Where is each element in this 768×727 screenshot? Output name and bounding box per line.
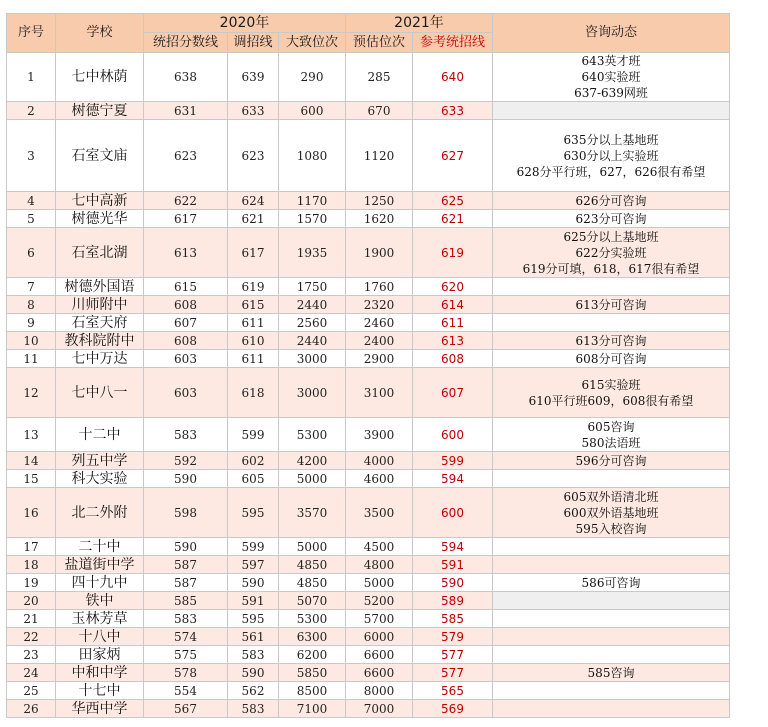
consult-cell	[493, 452, 730, 470]
ref-line-cell: 613	[413, 332, 493, 350]
consult-cell	[493, 192, 730, 210]
ref-line-cell: 621	[413, 210, 493, 228]
rank-2020-cell: 600	[279, 102, 346, 120]
consult-note: 625分以上基地班	[563, 229, 659, 244]
table-row	[7, 628, 730, 646]
adjust-line-cell: 590	[228, 664, 279, 682]
school-cell: 田家炳	[56, 646, 144, 664]
ref-line-cell: 619	[413, 228, 493, 278]
seq-cell: 19	[7, 574, 56, 592]
consult-note: 586可咨询	[581, 575, 641, 590]
school-cell: 川师附中	[56, 296, 144, 314]
school-cell: 十二中	[56, 418, 144, 452]
adjust-line-cell: 562	[228, 682, 279, 700]
consult-note: 640实验班	[581, 70, 641, 84]
score-2020-cell: 603	[144, 368, 228, 418]
est-rank-cell: 2460	[346, 314, 413, 332]
adjust-line-cell: 639	[228, 53, 279, 102]
table-row	[7, 592, 730, 610]
score-2020-cell: 554	[144, 682, 228, 700]
score-2020-cell: 590	[144, 538, 228, 556]
school-cell: 石室天府	[56, 314, 144, 332]
consult-note: 626分可咨询	[575, 193, 647, 208]
header-rank-2020: 大致位次	[279, 33, 346, 53]
consult-cell	[493, 628, 730, 646]
ref-line-cell: 569	[413, 700, 493, 718]
ref-line-cell: 627	[413, 120, 493, 192]
seq-cell: 21	[7, 610, 56, 628]
header-consult: 咨询动态	[493, 14, 730, 53]
school-cell: 四十九中	[56, 574, 144, 592]
score-2020-cell: 608	[144, 296, 228, 314]
ref-line-cell: 565	[413, 682, 493, 700]
est-rank-cell: 6000	[346, 628, 413, 646]
adjust-line-cell: 561	[228, 628, 279, 646]
consult-note: 619分可填，618，617很有希望	[522, 261, 700, 276]
table-row	[7, 332, 730, 350]
score-2020-cell: 631	[144, 102, 228, 120]
adjust-line-cell: 583	[228, 646, 279, 664]
school-cell: 玉林芳草	[56, 610, 144, 628]
consult-cell	[493, 682, 730, 700]
consult-note: 605咨询	[587, 419, 635, 434]
table-row	[7, 682, 730, 700]
est-rank-cell: 3100	[346, 368, 413, 418]
table-row	[7, 646, 730, 664]
est-rank-cell: 1620	[346, 210, 413, 228]
score-2020-cell: 598	[144, 488, 228, 538]
seq-cell: 4	[7, 192, 56, 210]
adjust-line-cell: 595	[228, 610, 279, 628]
table-row	[7, 574, 730, 592]
table-row	[7, 53, 730, 102]
consult-cell	[493, 332, 730, 350]
seq-cell: 10	[7, 332, 56, 350]
school-cell: 教科院附中	[56, 332, 144, 350]
header-school: 学校	[56, 14, 144, 53]
rank-2020-cell: 5000	[279, 470, 346, 488]
ref-line-cell: 590	[413, 574, 493, 592]
score-2020-cell: 583	[144, 610, 228, 628]
est-rank-cell: 4500	[346, 538, 413, 556]
consult-cell	[493, 646, 730, 664]
school-cell: 石室北湖	[56, 228, 144, 278]
score-2020-cell: 567	[144, 700, 228, 718]
table-row	[7, 296, 730, 314]
consult-cell	[493, 418, 730, 452]
score-2020-cell: 587	[144, 574, 228, 592]
table-row	[7, 350, 730, 368]
table-row	[7, 556, 730, 574]
seq-cell: 17	[7, 538, 56, 556]
table-row	[7, 102, 730, 120]
est-rank-cell: 2400	[346, 332, 413, 350]
seq-cell: 7	[7, 278, 56, 296]
score-2020-cell: 623	[144, 120, 228, 192]
adjust-line-cell: 611	[228, 314, 279, 332]
rank-2020-cell: 5300	[279, 418, 346, 452]
consult-cell	[493, 228, 730, 278]
ref-line-cell: 589	[413, 592, 493, 610]
est-rank-cell: 4000	[346, 452, 413, 470]
consult-cell	[493, 350, 730, 368]
school-cell: 列五中学	[56, 452, 144, 470]
consult-note: 628分平行班，627，626很有希望	[516, 164, 706, 179]
consult-cell	[493, 538, 730, 556]
ref-line-cell: 585	[413, 610, 493, 628]
score-2020-cell: 583	[144, 418, 228, 452]
adjust-line-cell: 597	[228, 556, 279, 574]
est-rank-cell: 2900	[346, 350, 413, 368]
consult-note: 585咨询	[587, 665, 635, 680]
est-rank-cell: 5000	[346, 574, 413, 592]
school-cell: 十八中	[56, 628, 144, 646]
consult-cell	[493, 610, 730, 628]
rank-2020-cell: 4200	[279, 452, 346, 470]
rank-2020-cell: 4850	[279, 574, 346, 592]
consult-note: 622分实验班	[575, 245, 647, 260]
score-2020-cell: 575	[144, 646, 228, 664]
ref-line-cell: 625	[413, 192, 493, 210]
rank-2020-cell: 5300	[279, 610, 346, 628]
table-row	[7, 538, 730, 556]
school-cell: 树德宁夏	[56, 102, 144, 120]
seq-cell: 15	[7, 470, 56, 488]
table-row	[7, 452, 730, 470]
seq-cell: 14	[7, 452, 56, 470]
consult-cell	[493, 664, 730, 682]
adjust-line-cell: 610	[228, 332, 279, 350]
ref-line-cell: 607	[413, 368, 493, 418]
table-row	[7, 610, 730, 628]
school-cell: 七中林荫	[56, 53, 144, 102]
adjust-line-cell: 617	[228, 228, 279, 278]
school-cell: 北二外附	[56, 488, 144, 538]
rank-2020-cell: 1080	[279, 120, 346, 192]
est-rank-cell: 6600	[346, 664, 413, 682]
ref-line-cell: 577	[413, 646, 493, 664]
rank-2020-cell: 2440	[279, 332, 346, 350]
rank-2020-cell: 1935	[279, 228, 346, 278]
est-rank-cell: 1250	[346, 192, 413, 210]
est-rank-cell: 3500	[346, 488, 413, 538]
rank-2020-cell: 3000	[279, 368, 346, 418]
rank-2020-cell: 4850	[279, 556, 346, 574]
consult-note: 605双外语清北班	[563, 489, 659, 504]
table-body	[7, 53, 730, 718]
seq-cell: 5	[7, 210, 56, 228]
school-cell: 科大实验	[56, 470, 144, 488]
consult-cell	[493, 488, 730, 538]
rank-2020-cell: 3570	[279, 488, 346, 538]
header-year-2020: 2020年	[144, 14, 346, 33]
school-cell: 树德外国语	[56, 278, 144, 296]
est-rank-cell: 6600	[346, 646, 413, 664]
table-row	[7, 418, 730, 452]
ref-line-cell: 594	[413, 538, 493, 556]
rank-2020-cell: 2560	[279, 314, 346, 332]
consult-note: 615实验班	[581, 377, 641, 392]
consult-cell	[493, 278, 730, 296]
consult-cell	[493, 592, 730, 610]
ref-line-cell: 600	[413, 418, 493, 452]
seq-cell: 6	[7, 228, 56, 278]
consult-note: 637-639网班	[574, 86, 648, 100]
est-rank-cell: 4600	[346, 470, 413, 488]
consult-cell	[493, 210, 730, 228]
consult-note: 580法语班	[581, 435, 641, 450]
header-seq: 序号	[7, 14, 56, 53]
school-cell: 盐道街中学	[56, 556, 144, 574]
rank-2020-cell: 5070	[279, 592, 346, 610]
school-cell: 石室文庙	[56, 120, 144, 192]
consult-cell	[493, 102, 730, 120]
score-2020-cell: 638	[144, 53, 228, 102]
score-2020-cell: 608	[144, 332, 228, 350]
school-cell: 二十中	[56, 538, 144, 556]
consult-note: 600双外语基地班	[563, 505, 659, 520]
adjust-line-cell: 595	[228, 488, 279, 538]
school-cell: 七中高新	[56, 192, 144, 210]
score-2020-cell: 607	[144, 314, 228, 332]
ref-line-cell: 577	[413, 664, 493, 682]
table-row	[7, 228, 730, 278]
consult-note: 613分可咨询	[575, 333, 647, 348]
rank-2020-cell: 290	[279, 53, 346, 102]
consult-note: 635分以上基地班	[563, 132, 659, 147]
rank-2020-cell: 6200	[279, 646, 346, 664]
consult-note: 596分可咨询	[575, 453, 647, 468]
adjust-line-cell: 602	[228, 452, 279, 470]
score-2020-cell: 587	[144, 556, 228, 574]
rank-2020-cell: 2440	[279, 296, 346, 314]
consult-note: 630分以上实验班	[563, 148, 659, 163]
school-cell: 七中万达	[56, 350, 144, 368]
table-row	[7, 314, 730, 332]
header-score-2020: 统招分数线	[144, 33, 228, 53]
seq-cell: 12	[7, 368, 56, 418]
school-cell: 树德光华	[56, 210, 144, 228]
est-rank-cell: 1120	[346, 120, 413, 192]
table-row	[7, 488, 730, 538]
table-row	[7, 700, 730, 718]
est-rank-cell: 7000	[346, 700, 413, 718]
est-rank-cell: 670	[346, 102, 413, 120]
table-row	[7, 470, 730, 488]
school-cell: 七中八一	[56, 368, 144, 418]
seq-cell: 9	[7, 314, 56, 332]
rank-2020-cell: 7100	[279, 700, 346, 718]
rank-2020-cell: 3000	[279, 350, 346, 368]
table-row	[7, 210, 730, 228]
est-rank-cell: 4800	[346, 556, 413, 574]
seq-cell: 23	[7, 646, 56, 664]
consult-cell	[493, 368, 730, 418]
ref-line-cell: 614	[413, 296, 493, 314]
seq-cell: 2	[7, 102, 56, 120]
consult-cell	[493, 700, 730, 718]
consult-note: 643英才班	[581, 54, 641, 68]
header-est-rank: 预估位次	[346, 33, 413, 53]
consult-cell	[493, 574, 730, 592]
adjust-line-cell: 618	[228, 368, 279, 418]
score-2020-cell: 615	[144, 278, 228, 296]
score-2020-cell: 590	[144, 470, 228, 488]
adjust-line-cell: 621	[228, 210, 279, 228]
school-cell: 中和中学	[56, 664, 144, 682]
school-cell: 十七中	[56, 682, 144, 700]
est-rank-cell: 5700	[346, 610, 413, 628]
score-2020-cell: 613	[144, 228, 228, 278]
rank-2020-cell: 1570	[279, 210, 346, 228]
rank-2020-cell: 8500	[279, 682, 346, 700]
header-year-2021: 2021年	[346, 14, 493, 33]
adjust-line-cell: 591	[228, 592, 279, 610]
seq-cell: 11	[7, 350, 56, 368]
score-2020-cell: 622	[144, 192, 228, 210]
score-2020-cell: 592	[144, 452, 228, 470]
header-adjust-line: 调招线	[228, 33, 279, 53]
seq-cell: 25	[7, 682, 56, 700]
est-rank-cell: 285	[346, 53, 413, 102]
seq-cell: 22	[7, 628, 56, 646]
est-rank-cell: 1760	[346, 278, 413, 296]
ref-line-cell: 640	[413, 53, 493, 102]
rank-2020-cell: 1750	[279, 278, 346, 296]
rank-2020-cell: 1170	[279, 192, 346, 210]
consult-note: 623分可咨询	[575, 211, 647, 226]
ref-line-cell: 608	[413, 350, 493, 368]
consult-cell	[493, 296, 730, 314]
table-row	[7, 192, 730, 210]
adjust-line-cell: 590	[228, 574, 279, 592]
consult-cell	[493, 556, 730, 574]
seq-cell: 13	[7, 418, 56, 452]
rank-2020-cell: 5000	[279, 538, 346, 556]
adjust-line-cell: 583	[228, 700, 279, 718]
adjust-line-cell: 623	[228, 120, 279, 192]
consult-note: 613分可咨询	[575, 297, 647, 312]
consult-cell	[493, 470, 730, 488]
est-rank-cell: 3900	[346, 418, 413, 452]
score-2020-cell: 617	[144, 210, 228, 228]
score-2020-cell: 578	[144, 664, 228, 682]
school-cell: 铁中	[56, 592, 144, 610]
score-2020-cell: 585	[144, 592, 228, 610]
adjust-line-cell: 605	[228, 470, 279, 488]
est-rank-cell: 1900	[346, 228, 413, 278]
adjust-line-cell: 619	[228, 278, 279, 296]
ref-line-cell: 579	[413, 628, 493, 646]
adjust-line-cell: 633	[228, 102, 279, 120]
seq-cell: 3	[7, 120, 56, 192]
ref-line-cell: 620	[413, 278, 493, 296]
table-row	[7, 278, 730, 296]
consult-cell	[493, 53, 730, 102]
score-2020-cell: 574	[144, 628, 228, 646]
consult-note: 595入校咨询	[575, 521, 647, 536]
adjust-line-cell: 615	[228, 296, 279, 314]
consult-note: 610平行班609，608很有希望	[528, 393, 694, 408]
ref-line-cell: 591	[413, 556, 493, 574]
adjust-line-cell: 611	[228, 350, 279, 368]
adjust-line-cell: 599	[228, 538, 279, 556]
header-ref-line: 参考统招线	[413, 33, 493, 53]
seq-cell: 24	[7, 664, 56, 682]
ref-line-cell: 611	[413, 314, 493, 332]
consult-cell	[493, 120, 730, 192]
seq-cell: 1	[7, 53, 56, 102]
est-rank-cell: 5200	[346, 592, 413, 610]
score-2020-cell: 603	[144, 350, 228, 368]
ref-line-cell: 594	[413, 470, 493, 488]
score-table	[6, 13, 730, 718]
adjust-line-cell: 599	[228, 418, 279, 452]
seq-cell: 26	[7, 700, 56, 718]
seq-cell: 8	[7, 296, 56, 314]
adjust-line-cell: 624	[228, 192, 279, 210]
ref-line-cell: 600	[413, 488, 493, 538]
est-rank-cell: 8000	[346, 682, 413, 700]
table-row	[7, 664, 730, 682]
rank-2020-cell: 5850	[279, 664, 346, 682]
seq-cell: 18	[7, 556, 56, 574]
table-row	[7, 120, 730, 192]
consult-note: 608分可咨询	[575, 351, 647, 366]
table-row	[7, 368, 730, 418]
seq-cell: 16	[7, 488, 56, 538]
seq-cell: 20	[7, 592, 56, 610]
school-cell: 华西中学	[56, 700, 144, 718]
consult-cell	[493, 314, 730, 332]
est-rank-cell: 2320	[346, 296, 413, 314]
ref-line-cell: 599	[413, 452, 493, 470]
rank-2020-cell: 6300	[279, 628, 346, 646]
ref-line-cell: 633	[413, 102, 493, 120]
